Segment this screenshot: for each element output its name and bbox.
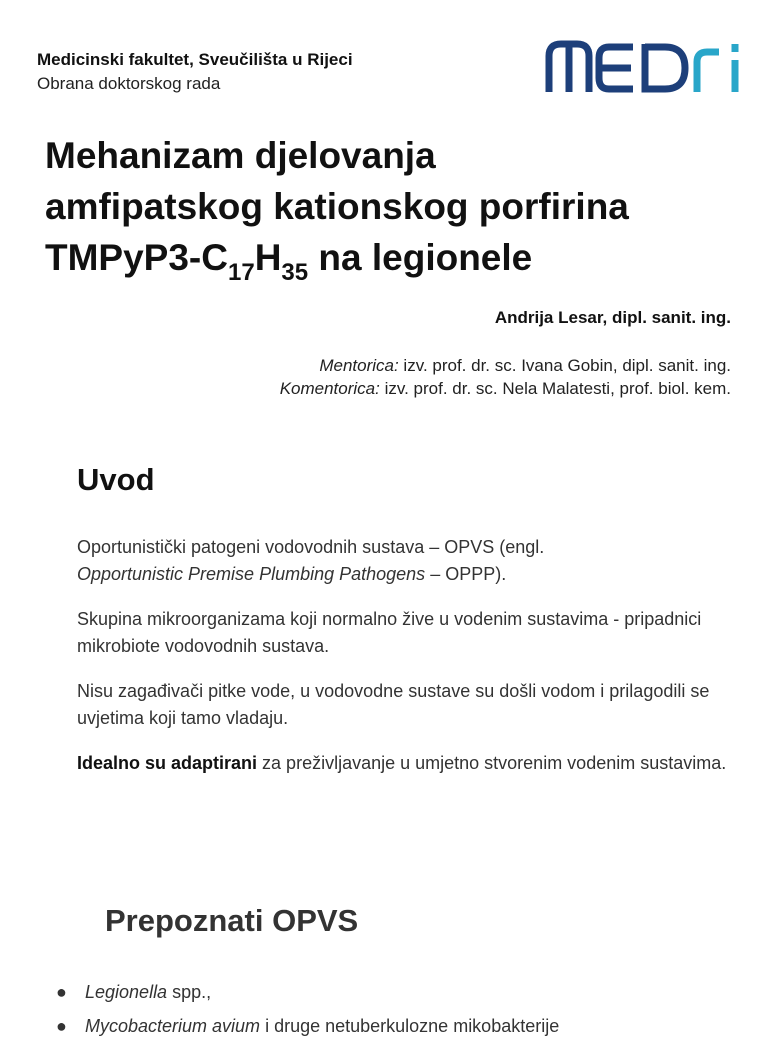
- opvs-heading: Prepoznati OPVS: [105, 903, 359, 938]
- header: [37, 48, 353, 96]
- comentor-line: [280, 377, 731, 400]
- intro-paragraph-4: Idealno su adaptirani za preživljavanje u umjetno stvorenim vodenim sustavima.: [77, 753, 727, 773]
- institution-name: Medicinski fakultet, Sveučilišta u Rijeci: [37, 50, 353, 69]
- intro-body: [77, 534, 727, 795]
- intro-paragraph-2: Skupina mikroorganizama koji normalno žive u vodenim sustavima - pripadnici mikrobiote vodovodnih sustava.: [77, 609, 702, 656]
- bullet-icon: ●: [56, 982, 67, 1002]
- comentor-name: izv. prof. dr. sc. Nela Malatesti, prof. biol. kem.: [379, 379, 731, 398]
- comentor-label: Komentorica:: [279, 379, 380, 398]
- intro-paragraph-1: Oportunistički patogeni vodovodnih sustava – OPVS (engl. Opportunistic Premise Plumbing Pathogens – OPPP).: [77, 537, 545, 584]
- thesis-title: Mehanizam djelovanja amfipatskog kationskog porfirina $TMPyP3-C_{17}H_{35}$ na legionele: [45, 135, 629, 286]
- mentor-name: izv. prof. dr. sc. Ivana Gobin, dipl. sanit. ing.: [398, 356, 731, 375]
- mentor-line: [280, 354, 731, 377]
- bullet-icon: ●: [56, 1016, 67, 1036]
- event-name: Obrana doktorskog rada: [37, 74, 221, 93]
- author-name: Andrija Lesar, dipl. sanit. ing.: [494, 308, 731, 327]
- intro-paragraph-3: Nisu zagađivači pitke vode, u vodovodne sustave su došli vodom i prilagodili se uvjetima koji tamo vladaju.: [77, 681, 710, 728]
- mentor-label: Mentorica:: [319, 356, 399, 375]
- list-item: ● Legionella spp.,: [56, 978, 756, 1006]
- medri-logo: [543, 38, 743, 94]
- list-item: ● Mycobacterium avium i druge netuberkulozne mikobakterije: [56, 1012, 756, 1040]
- intro-heading: Uvod: [77, 462, 155, 497]
- opvs-list: [56, 978, 756, 1046]
- mentors-block: [280, 354, 731, 400]
